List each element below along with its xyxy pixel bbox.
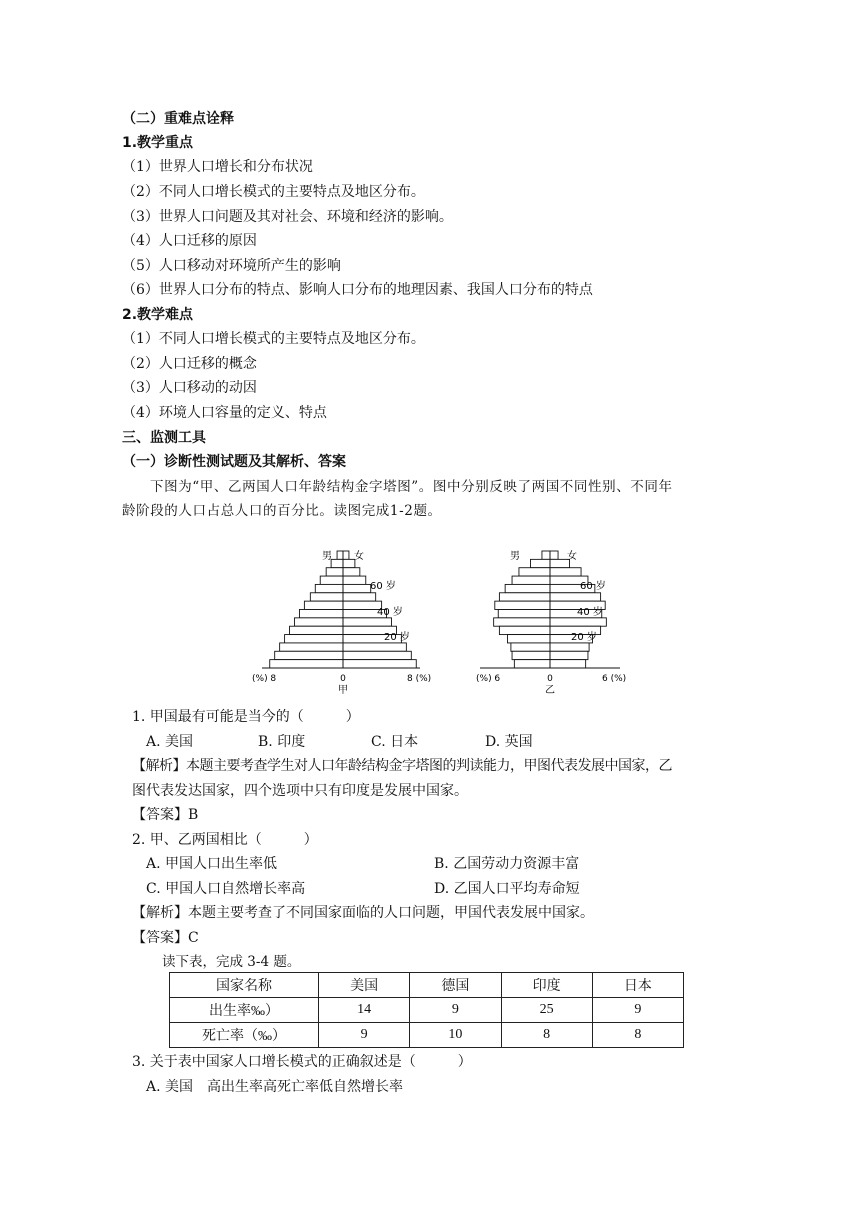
difficult-point: （2）人口迁移的概念 — [122, 356, 257, 372]
table-cell: 25 — [501, 998, 592, 1023]
male-age-bar — [499, 593, 550, 601]
table-header-row — [170, 973, 684, 998]
female-age-bar — [343, 576, 366, 584]
table-cell: 9 — [410, 998, 501, 1023]
key-points-title: 1.教学重点 — [122, 135, 194, 151]
difficult-point: （4）环境人口容量的定义、特点 — [122, 405, 327, 421]
female-age-bar — [550, 660, 586, 668]
male-age-bar — [499, 626, 550, 634]
difficult-point: （1）不同人口增长模式的主要特点及地区分布。 — [122, 331, 425, 347]
male-age-bar — [530, 559, 550, 567]
male-age-bar — [285, 635, 343, 643]
male-age-bar — [494, 618, 550, 626]
female-age-bar — [343, 660, 416, 668]
difficult-point: （3）人口移动的动因 — [122, 380, 257, 396]
female-age-bar — [550, 568, 581, 576]
male-age-bar — [310, 593, 343, 601]
male-age-bar — [505, 584, 550, 592]
female-age-bar — [550, 551, 558, 559]
section-title: （二）重难点诠释 — [122, 111, 234, 127]
key-point: （1）世界人口增长和分布状况 — [122, 159, 313, 175]
option-c: C. 甲国人口自然增长率高 — [146, 881, 306, 897]
female-age-bar — [343, 651, 411, 659]
option-b: B. 乙国劳动力资源丰富 — [434, 856, 580, 872]
male-age-bar — [514, 660, 550, 668]
analysis-text: 图代表发达国家，四个选项中只有印度是发展中国家。 — [132, 783, 468, 799]
female-age-bar — [343, 551, 349, 559]
birth-death-rate-table — [169, 972, 684, 1048]
age-label: 20 岁 — [384, 632, 410, 643]
answer-text: 【答案】C — [132, 930, 199, 946]
male-age-bar — [275, 651, 343, 659]
table-cell: 9 — [592, 998, 683, 1023]
age-label: 40 岁 — [377, 607, 403, 618]
table-cell: 8 — [501, 1023, 592, 1048]
table-cell: 14 — [319, 998, 410, 1023]
pyramid-yi — [470, 543, 640, 701]
male-age-bar — [498, 610, 550, 618]
table-intro: 读下表，完成 3-4 题。 — [162, 954, 301, 970]
male-age-bar — [512, 651, 550, 659]
table-header-cell: 印度 — [501, 973, 592, 998]
male-age-bar — [315, 584, 343, 592]
table-row — [170, 1023, 684, 1048]
male-label: 男 — [322, 551, 332, 562]
intro-text: 下图为“甲、乙两国人口年龄结构金字塔图”。图中分别反映了两国不同性别、不同年 — [150, 479, 673, 495]
option-a: A. 甲国人口出生率低 — [146, 856, 278, 872]
x-tick: 0 — [547, 674, 553, 684]
female-age-bar — [550, 618, 606, 626]
option-d: D. 乙国人口平均寿命短 — [434, 881, 580, 897]
intro-text: 龄阶段的人口占总人口的百分比。读图完成1-2题。 — [122, 503, 442, 519]
female-age-bar — [550, 593, 601, 601]
table-cell: 死亡率（‰） — [170, 1023, 319, 1048]
male-age-bar — [280, 643, 343, 651]
analysis-text: 【解析】本题主要考查学生对人口年龄结构金字塔图的判读能力，甲图代表发展中国家，乙 — [132, 758, 672, 774]
age-label: 40 岁 — [577, 607, 603, 618]
male-age-bar — [294, 618, 343, 626]
male-age-bar — [320, 576, 343, 584]
table-cell: 9 — [319, 1023, 410, 1048]
female-age-bar — [550, 651, 588, 659]
male-age-bar — [337, 551, 343, 559]
male-age-bar — [512, 576, 550, 584]
male-age-bar — [495, 601, 550, 609]
key-point: （2）不同人口增长模式的主要特点及地区分布。 — [122, 184, 425, 200]
option-b: B. 印度 — [258, 734, 306, 750]
x-tick: 8 (%) — [407, 674, 432, 684]
male-age-bar — [270, 660, 343, 668]
x-tick: (%) 6 — [476, 674, 501, 684]
chart-caption: 乙 — [545, 685, 555, 696]
option-a: A. 美国 高出生率高死亡率低自然增长率 — [146, 1079, 404, 1095]
option-c: C. 日本 — [371, 734, 419, 750]
table-row — [170, 998, 684, 1023]
question-stem: 2. 甲、乙两国相比（ ） — [132, 832, 318, 848]
male-age-bar — [304, 601, 343, 609]
table-cell: 10 — [410, 1023, 501, 1048]
table-header-cell: 国家名称 — [170, 973, 319, 998]
x-tick: (%) 8 — [252, 674, 277, 684]
x-tick: 0 — [340, 674, 346, 684]
x-tick: 6 (%) — [602, 674, 627, 684]
female-label: 女 — [567, 551, 577, 562]
female-age-bar — [343, 643, 406, 651]
difficult-points-title: 2.教学难点 — [122, 307, 194, 323]
female-age-bar — [343, 584, 371, 592]
female-age-bar — [343, 568, 360, 576]
male-age-bar — [542, 551, 550, 559]
analysis-text: 【解析】本题主要考查了不同国家面临的人口问题，甲国代表发展中国家。 — [132, 905, 594, 921]
male-label: 男 — [510, 551, 520, 562]
table-header-cell: 德国 — [410, 973, 501, 998]
key-point: （4）人口迁移的原因 — [122, 233, 257, 249]
option-a: A. 美国 — [146, 734, 194, 750]
table-cell: 8 — [592, 1023, 683, 1048]
female-age-bar — [343, 601, 382, 609]
table-cell: 出生率‰） — [170, 998, 319, 1023]
male-age-bar — [507, 635, 550, 643]
male-age-bar — [326, 568, 343, 576]
section-title: 三、监测工具 — [122, 430, 206, 446]
question-stem: 3. 关于表中国家人口增长模式的正确叙述是（ ） — [132, 1054, 472, 1070]
table-header-cell: 美国 — [319, 973, 410, 998]
female-age-bar — [343, 618, 392, 626]
male-age-bar — [331, 559, 343, 567]
female-label: 女 — [354, 551, 364, 562]
question-stem: 1. 甲国最有可能是当今的（ ） — [132, 709, 360, 725]
key-point: （6）世界人口分布的特点、影响人口分布的地理因素、我国人口分布的特点 — [122, 282, 593, 298]
table-header-cell: 日本 — [592, 973, 683, 998]
age-label: 60 岁 — [370, 581, 396, 592]
subsection-title: （一）诊断性测试题及其解析、答案 — [122, 454, 346, 470]
chart-caption: 甲 — [338, 685, 348, 696]
female-age-bar — [343, 593, 376, 601]
pyramid-jia — [250, 543, 440, 701]
age-label: 60 岁 — [580, 581, 606, 592]
age-label: 20 岁 — [571, 632, 597, 643]
male-age-bar — [519, 568, 550, 576]
male-age-bar — [511, 643, 550, 651]
male-age-bar — [290, 626, 343, 634]
answer-text: 【答案】B — [132, 807, 199, 823]
option-d: D. 英国 — [485, 734, 533, 750]
female-age-bar — [550, 643, 589, 651]
key-point: （5）人口移动对环境所产生的影响 — [122, 258, 341, 274]
male-age-bar — [299, 610, 343, 618]
key-point: （3）世界人口问题及其对社会、环境和经济的影响。 — [122, 209, 453, 225]
